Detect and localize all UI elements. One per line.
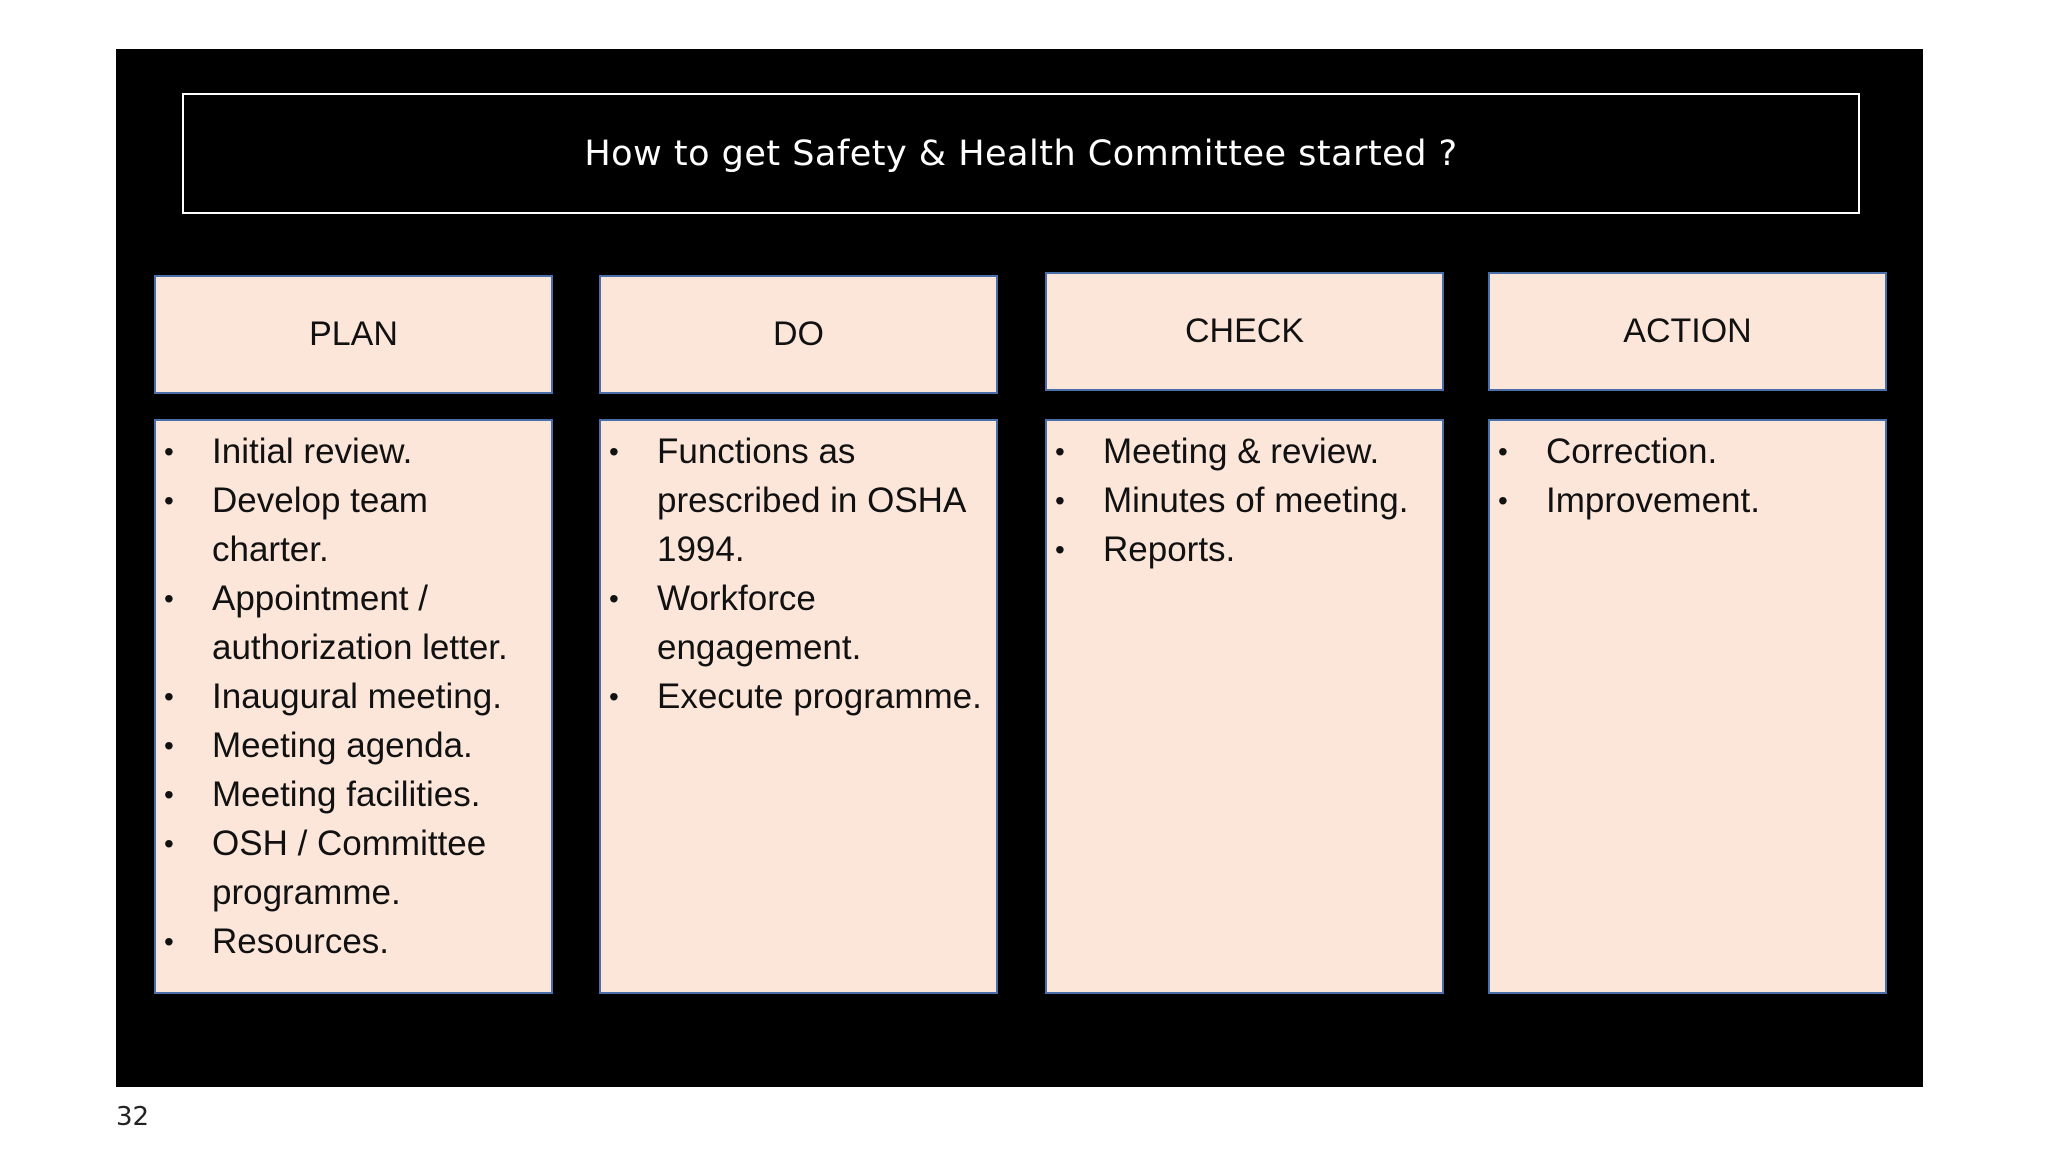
- slide-title: [182, 93, 1860, 214]
- list-item: • Improvement.: [1498, 476, 1877, 525]
- list-item: • Appointment / authorization letter.: [164, 574, 543, 672]
- list-item: • Functions as prescribed in OSHA 1994.: [609, 427, 988, 574]
- check-header-label: CHECK: [1184, 312, 1305, 350]
- action-header: [1488, 272, 1887, 391]
- list-item: • OSH / Committee programme.: [164, 819, 543, 917]
- do-header: [599, 275, 998, 394]
- list-item: • Meeting & review.: [1055, 427, 1434, 476]
- do-box: [599, 419, 998, 994]
- list-item: • Develop team charter.: [164, 476, 543, 574]
- action-box: [1488, 419, 1887, 994]
- check-header: [1045, 272, 1444, 391]
- check-box: [1045, 419, 1444, 994]
- list-item: • Reports.: [1055, 525, 1434, 574]
- action-header-label: ACTION: [1623, 312, 1752, 350]
- list-item: • Correction.: [1498, 427, 1877, 476]
- list-item: • Inaugural meeting.: [164, 672, 543, 721]
- do-list: [609, 427, 988, 721]
- list-item: • Meeting facilities.: [164, 770, 543, 819]
- plan-header: [154, 275, 553, 394]
- action-list: [1498, 427, 1877, 525]
- do-header-label: DO: [773, 315, 824, 353]
- plan-list: [164, 427, 543, 966]
- list-item: • Meeting agenda.: [164, 721, 543, 770]
- page-number: 32: [116, 1102, 150, 1132]
- plan-header-label: PLAN: [309, 315, 398, 353]
- list-item: • Initial review.: [164, 427, 543, 476]
- list-item: • Workforce engagement.: [609, 574, 988, 672]
- list-item: • Execute programme.: [609, 672, 988, 721]
- list-item: • Resources.: [164, 917, 543, 966]
- slide-title-text: How to get Safety & Health Committee started ?: [584, 133, 1458, 174]
- list-item: • Minutes of meeting.: [1055, 476, 1434, 525]
- plan-box: [154, 419, 553, 994]
- check-list: [1055, 427, 1434, 574]
